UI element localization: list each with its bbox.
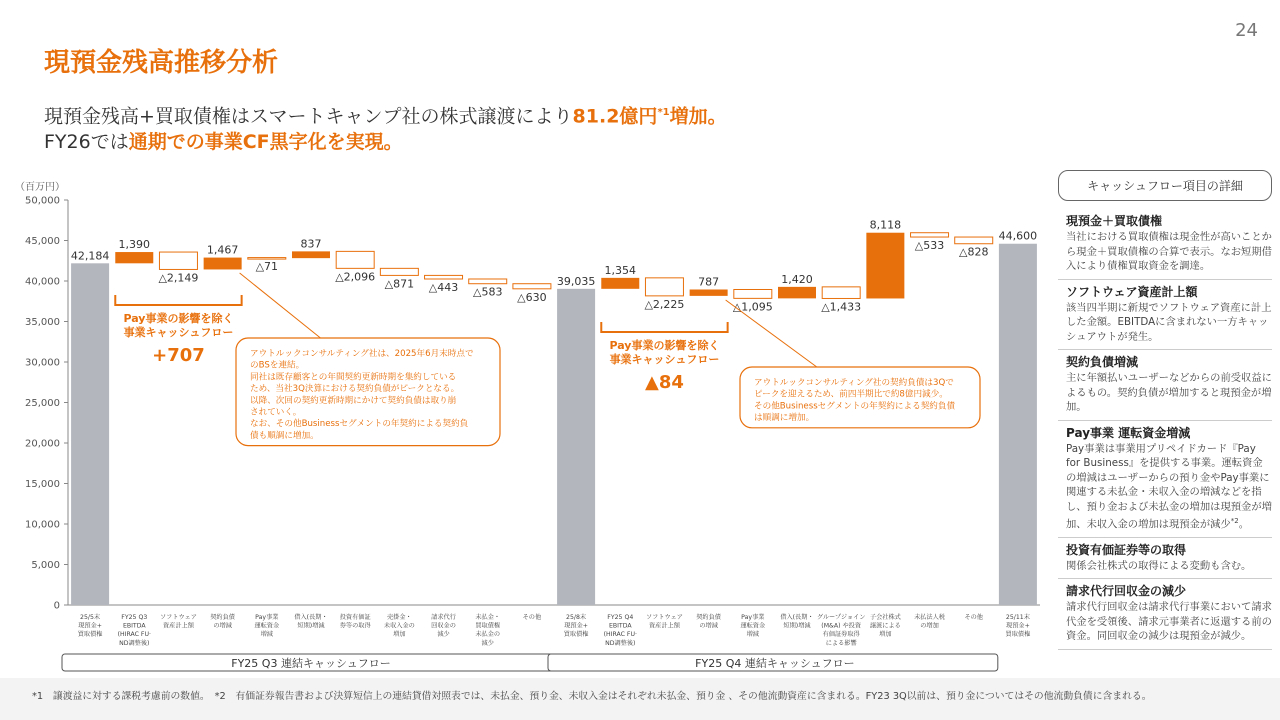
- bracket: [601, 322, 727, 332]
- category-label: 有価証券取得: [822, 631, 860, 639]
- category-label: EBITDA: [608, 622, 632, 630]
- y-tick-label: 5,000: [31, 560, 60, 571]
- side-item-heading: ソフトウェア資産計上額: [1066, 284, 1198, 299]
- category-label: 請求代行: [431, 614, 456, 621]
- category-label: 現預金+: [1006, 622, 1030, 630]
- category-label: 25/8末: [566, 614, 587, 621]
- category-label: 投資有価証: [339, 614, 371, 621]
- bar-down: [425, 275, 463, 279]
- callout-text: 債も順調に増加。: [250, 430, 319, 441]
- y-tick-label: 0: [53, 600, 60, 612]
- side-item-text-end: 。: [1238, 518, 1250, 531]
- bar-up: [601, 278, 639, 289]
- side-item-text: 関係会社株式の取得による変動も含む。: [1066, 559, 1252, 572]
- group-label: FY25 Q4 連結キャッシュフロー: [695, 657, 855, 670]
- bar-total: [999, 244, 1037, 605]
- headline-1-highlight: 81.2億円: [572, 105, 658, 128]
- category-label: 未払法人税: [914, 614, 946, 621]
- callout-text: は順調に増加。: [754, 413, 815, 424]
- callout-leader: [240, 273, 321, 338]
- category-label: 資産計上額: [648, 622, 680, 630]
- category-label: ND調整後): [605, 639, 636, 647]
- data-label: 1,467: [206, 243, 239, 257]
- data-label: 8,118: [869, 218, 902, 232]
- data-label: △2,225: [644, 297, 685, 311]
- bar-up: [690, 289, 728, 295]
- y-tick-label: 20,000: [25, 438, 60, 450]
- side-item-body: [1066, 442, 1272, 532]
- side-item-text: Pay事業は事業用プリペイドカード『Pay for Business』を提供する事業。運転資金の増減はユーザーからの預り金やPay事業に関連する未払金・未収入金の増減などを指し、預り金および未払金の増加は現預金が増加、未収入金の増加は現預金が減少: [1066, 442, 1272, 531]
- callout-text: なお、その他Businessセグメントの年契約による契約負: [250, 419, 469, 430]
- side-item: [1058, 280, 1272, 351]
- headline-1b: 増加。: [669, 105, 727, 128]
- data-label: 39,035: [556, 274, 596, 288]
- side-item: [1058, 538, 1272, 580]
- side-item-heading: 現預金＋買取債権: [1066, 214, 1163, 228]
- data-label: 44,600: [998, 229, 1038, 243]
- category-label: 譲渡による: [869, 622, 901, 630]
- category-label: 現預金+: [564, 622, 588, 630]
- data-label: △871: [384, 277, 415, 291]
- callout-text: ピークを迎えるため、前四半期比で約8億円減少。: [754, 389, 948, 400]
- category-label: 25/5末: [80, 614, 101, 621]
- data-label: △1,433: [821, 300, 862, 314]
- data-label: 1,354: [604, 263, 637, 277]
- side-item-body: [1066, 600, 1272, 644]
- data-label: △71: [255, 260, 279, 274]
- y-tick-label: 30,000: [25, 357, 60, 369]
- side-item-heading: 請求代行回収金の減少: [1066, 584, 1187, 599]
- category-label: 回収金の: [431, 622, 456, 630]
- bar-down: [380, 268, 418, 275]
- category-label: ソフトウェア: [160, 614, 197, 621]
- callout-text: その他Businessセグメントの年契約による契約負債: [754, 401, 956, 412]
- data-label: 1,390: [118, 238, 151, 252]
- page-title: 現預金残高推移分析: [44, 48, 279, 78]
- data-label: △443: [428, 280, 459, 294]
- headline-2a: FY26では: [44, 131, 129, 154]
- category-label: 券等の取得: [339, 622, 371, 630]
- category-label: 未払金・: [475, 614, 501, 621]
- bar-down: [469, 279, 507, 284]
- category-label: Pay事業: [255, 614, 279, 621]
- category-label: の増加: [920, 622, 939, 630]
- side-item-sup: *2: [1230, 517, 1239, 525]
- side-item-text: 請求代行回収金は請求代行事業において請求代金を受領後、請求元事業者に返還する前の資金。同回収金の減少は現預金が減少。: [1066, 601, 1272, 643]
- side-item: [1058, 579, 1272, 650]
- side-panel: [1058, 170, 1272, 650]
- side-item-heading: 契約負債増減: [1066, 355, 1139, 369]
- data-label: △828: [958, 245, 989, 259]
- category-label: 減少: [481, 639, 494, 647]
- category-label: (HIRAC FU·: [603, 631, 637, 639]
- side-item-text: 当社における買取債権は現金性が高いことから現金＋買取債権の合算で表示。なお短期借入により債権買取資金を調達。: [1066, 231, 1272, 272]
- category-label: グループジョイン: [816, 614, 866, 621]
- headline-1a: 現預金残高+買取債権はスマートキャンプ社の株式譲渡により: [44, 105, 573, 128]
- side-item-body: [1066, 371, 1272, 415]
- bar-down: [336, 251, 374, 268]
- y-tick-label: 45,000: [25, 236, 60, 247]
- data-label: 787: [698, 275, 720, 289]
- bracket-value: +707: [152, 345, 205, 366]
- category-label: 買取債権: [563, 631, 589, 639]
- bar-down: [645, 278, 683, 296]
- group-label: FY25 Q3 連結キャッシュフロー: [231, 657, 391, 670]
- category-label: 契約負債: [696, 614, 722, 621]
- category-label: (HIRAC FU·: [117, 631, 151, 639]
- data-label: 1,420: [781, 272, 813, 286]
- category-label: 買取債権: [1005, 631, 1031, 639]
- category-label: EBITDA: [122, 622, 146, 630]
- side-item-text: 該当四半期に新規でソフトウェア資産に計上した金額。EBITDAに含まれない一方キャッシュアウトが発生。: [1066, 301, 1272, 343]
- category-label: 運転資金: [740, 622, 766, 630]
- data-label: 837: [300, 237, 322, 251]
- bracket: [115, 295, 241, 305]
- category-label: 運転資金: [254, 622, 280, 630]
- category-label: 短期)増減: [297, 622, 325, 630]
- side-item-heading: 投資有価証券等の取得: [1066, 542, 1187, 557]
- category-label: FY25 Q4: [607, 614, 634, 621]
- callout-text: のBSを連結。: [250, 360, 305, 371]
- category-label: 未収入金の: [383, 622, 415, 630]
- bar-total: [557, 289, 595, 605]
- category-label: FY25 Q3: [121, 614, 148, 621]
- callout-text: 以降、次回の契約更新時期にかけて契約負債は取り崩: [250, 395, 457, 406]
- y-tick-label: 25,000: [25, 398, 60, 409]
- category-label: の増減: [213, 622, 232, 630]
- category-label: その他: [522, 614, 542, 621]
- category-label: 子会社株式: [869, 614, 901, 621]
- bar-down: [734, 289, 772, 298]
- bracket-title: Pay事業の影響を除く: [123, 312, 234, 325]
- category-label: 買取債権: [77, 631, 103, 639]
- data-label: △533: [914, 239, 945, 253]
- callout-text: されていく。: [250, 407, 302, 418]
- bracket-value: ▲84: [645, 372, 684, 393]
- bar-down: [822, 287, 860, 299]
- side-item: [1058, 421, 1272, 538]
- category-label: 増加: [393, 631, 406, 639]
- bar-up: [866, 233, 904, 299]
- data-label: △1,095: [732, 300, 773, 314]
- category-label: 未払金の: [475, 631, 501, 639]
- category-label: 増減: [746, 631, 760, 639]
- footnote-text: *1 譲渡益に対する課税考慮前の数値。 *2 有価証券報告書および決算短信上の連結貸借対照表では、未払金、預り金、未収入金はそれぞれ未払金、預り金 、その他流動資産に含まれる。FY23 3Q以前は、預り金についてはその他流動負債に含まれる。: [32, 691, 1152, 702]
- headline-1-sup: *1: [657, 107, 670, 118]
- data-label: △583: [472, 285, 503, 299]
- side-item: [1058, 350, 1272, 421]
- category-label: 減少: [437, 631, 450, 639]
- side-items: [1058, 209, 1272, 650]
- bracket-title: Pay事業の影響を除く: [609, 339, 720, 352]
- bar-down: [911, 233, 949, 237]
- side-panel-title: キャッシュフロー項目の詳細: [1058, 170, 1272, 201]
- category-label: (M&A) や投資: [821, 622, 862, 630]
- bar-up: [204, 258, 242, 270]
- bar-down: [955, 237, 993, 244]
- side-item: [1058, 209, 1272, 280]
- bar-total: [71, 263, 109, 605]
- side-item-body: [1066, 230, 1272, 274]
- bar-down: [248, 258, 286, 260]
- y-tick-label: 40,000: [25, 276, 60, 288]
- category-label: Pay事業: [741, 614, 765, 621]
- category-label: その他: [964, 614, 984, 621]
- y-unit-label: （百万円）: [15, 182, 65, 193]
- side-item-heading: Pay事業 運転資金増減: [1066, 425, 1191, 440]
- category-label: 借入(長期・: [294, 614, 328, 621]
- side-item-body: [1066, 559, 1272, 574]
- data-label: 42,184: [70, 249, 110, 263]
- headline-2-highlight: 通期での事業CF黒字化を実現。: [128, 131, 403, 154]
- page-number: 24: [1235, 20, 1258, 41]
- y-tick-label: 15,000: [25, 479, 60, 490]
- bracket-title: 事業キャッシュフロー: [609, 353, 720, 366]
- bar-up: [292, 251, 330, 258]
- bar-down: [159, 252, 197, 269]
- data-label: △2,149: [158, 271, 199, 285]
- side-item-body: [1066, 301, 1272, 345]
- callout-text: アウトルックコンサルティング社は、2025年6月末時点で: [250, 349, 474, 359]
- footnote: [0, 678, 1280, 720]
- y-tick-label: 35,000: [25, 317, 60, 328]
- category-label: 短期)増減: [783, 622, 811, 630]
- data-label: △2,096: [335, 270, 376, 284]
- category-label: 増減: [260, 631, 274, 639]
- bar-up: [115, 252, 153, 263]
- category-label: の増減: [699, 622, 718, 630]
- category-label: による影響: [825, 639, 857, 647]
- category-label: 買取債権: [475, 622, 501, 630]
- category-label: 25/11末: [1005, 614, 1030, 621]
- category-label: ND調整後): [119, 639, 150, 647]
- category-label: ソフトウェア: [646, 614, 683, 621]
- data-label: △630: [517, 290, 547, 304]
- category-label: 資産計上額: [162, 622, 194, 630]
- category-label: 契約負債: [210, 614, 236, 621]
- category-label: 売掛金・: [386, 614, 412, 621]
- callout-text: アウトルックコンサルティング社の契約負債は3Qで: [754, 378, 954, 388]
- y-tick-label: 50,000: [25, 195, 60, 207]
- callout-text: 同社は既存顧客との年間契約更新時期を集約している: [250, 372, 457, 383]
- side-item-text: 主に年額払いユーザーなどからの前受収益によるもの。契約負債が増加すると現預金が増加。: [1066, 372, 1272, 413]
- y-tick-label: 10,000: [25, 519, 60, 531]
- bar-down: [513, 284, 551, 289]
- bracket-title: 事業キャッシュフロー: [123, 326, 234, 339]
- callout-text: ため、当社3Q決算における契約負債がピークとなる。: [250, 384, 460, 395]
- bar-up: [778, 287, 816, 299]
- category-label: 現預金+: [78, 622, 102, 630]
- category-label: 増加: [879, 631, 892, 639]
- category-label: 借入(長期・: [780, 614, 814, 621]
